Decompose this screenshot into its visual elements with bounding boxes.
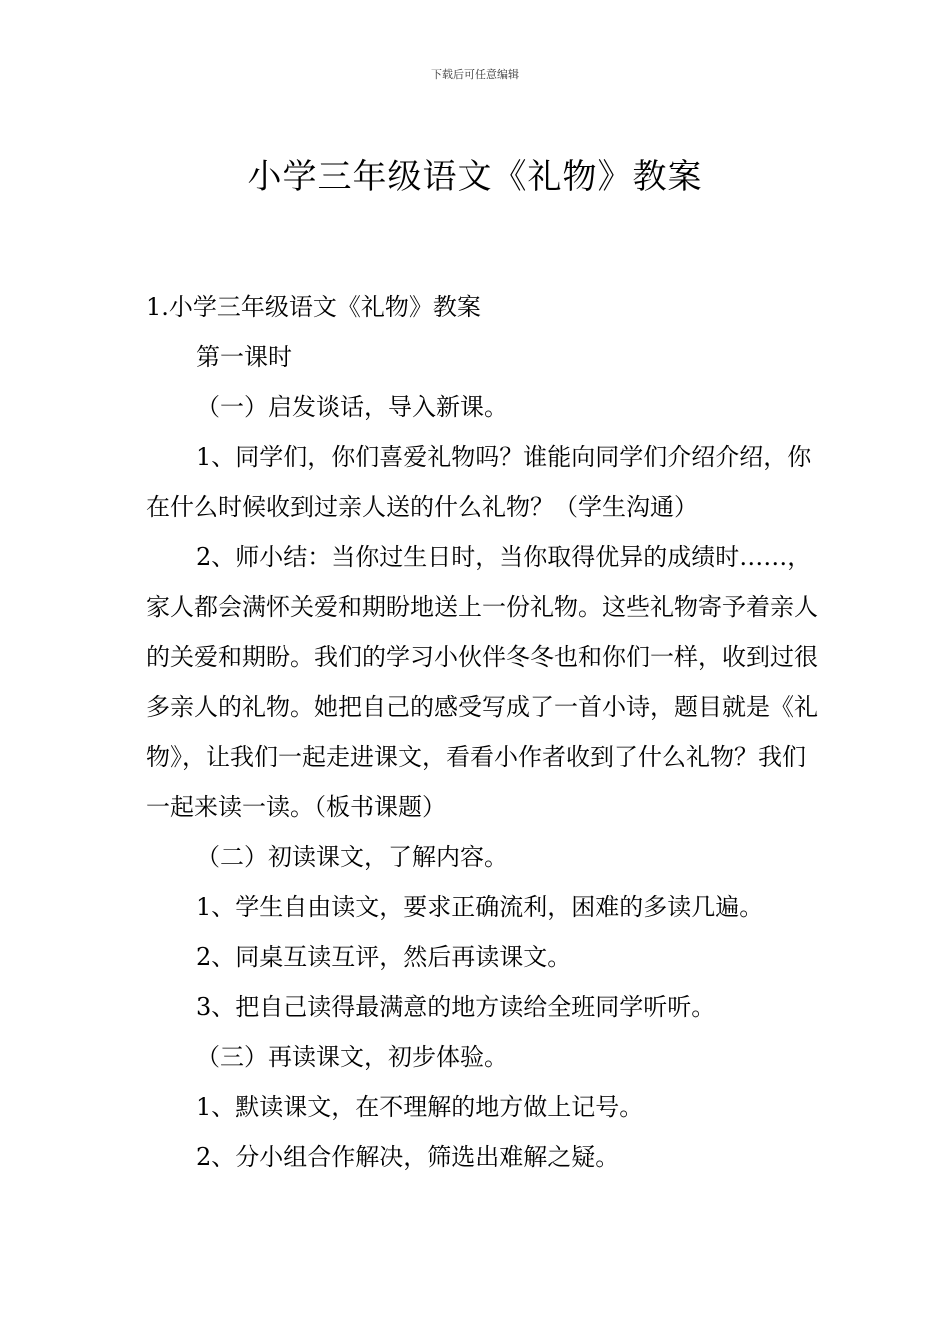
- paragraph: 1、学生自由读文，要求正确流利，困难的多读几遍。: [196, 893, 764, 921]
- paragraph: 2、同桌互读互评，然后再读课文。: [196, 943, 572, 971]
- paragraph: 2、分小组合作解决，筛选出难解之疑。: [196, 1143, 620, 1171]
- document-title: 小学三年级语文《礼物》教案: [247, 156, 703, 197]
- paragraph: 1、同学们，你们喜爱礼物吗？谁能向同学们介绍介绍，你在什么时候收到过亲人送的什么礼物？（学生沟通）: [146, 443, 812, 521]
- lesson-period: 第一课时: [196, 343, 292, 371]
- paragraph: 1、默读课文，在不理解的地方做上记号。: [196, 1093, 644, 1121]
- step-heading-2: （二）初读课文，了解内容。: [196, 843, 508, 871]
- page-header-note: 下载后可任意编辑: [431, 68, 519, 81]
- document-body: [146, 282, 826, 1182]
- section-heading: 1.小学三年级语文《礼物》教案: [146, 293, 481, 321]
- step-heading-1: （一）启发谈话，导入新课。: [196, 393, 508, 421]
- paragraph: 2、师小结：当你过生日时，当你取得优异的成绩时……，家人都会满怀关爱和期盼地送上一份礼物。这些礼物寄予着亲人的关爱和期盼。我们的学习小伙伴冬冬也和你们一样，收到过很多亲人的礼物。她把自己的感受写成了一首小诗，题目就是《礼物》，让我们一起走进课文，看看小作者收到了什么礼物？我们一起来读一读。（板书课题）: [146, 543, 818, 821]
- paragraph: 3、把自己读得最满意的地方读给全班同学听听。: [196, 993, 716, 1021]
- step-heading-3: （三）再读课文，初步体验。: [196, 1043, 508, 1071]
